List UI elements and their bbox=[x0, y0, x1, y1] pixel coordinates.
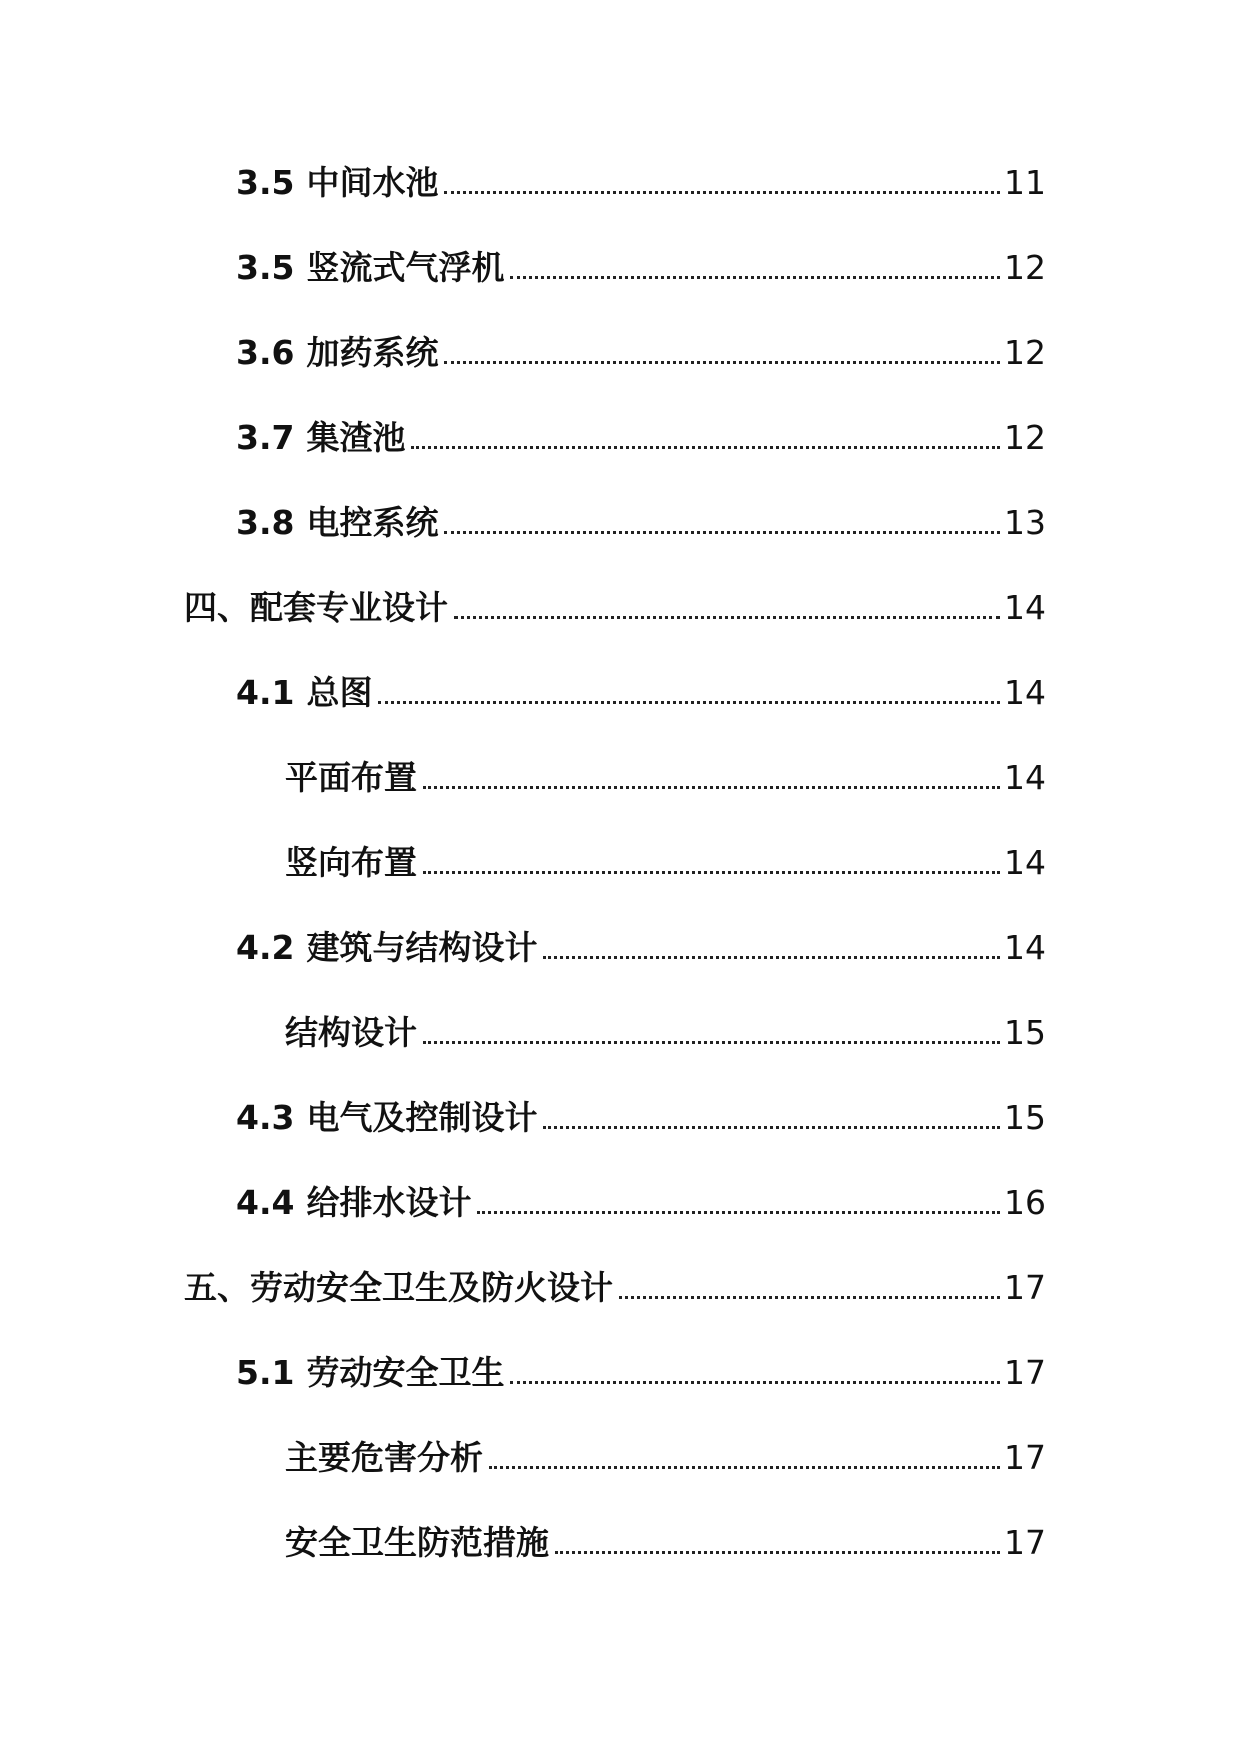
dot-leader bbox=[543, 1126, 1000, 1129]
toc-entry-hazard-analysis[interactable] bbox=[285, 1433, 1046, 1483]
toc-entry-text: 劳动安全卫生 bbox=[306, 1353, 505, 1392]
toc-entry-text: 加药系统 bbox=[306, 333, 439, 372]
toc-entry-page: 17 bbox=[1004, 1438, 1046, 1477]
toc-entry-4-4-water-supply-drainage[interactable] bbox=[236, 1178, 1046, 1228]
dot-leader bbox=[444, 191, 1000, 194]
dot-leader bbox=[489, 1466, 1000, 1469]
toc-entry-number: 5.1 bbox=[236, 1353, 295, 1392]
toc-entry-chapter-4[interactable] bbox=[184, 583, 1046, 633]
toc-entry-title bbox=[285, 838, 417, 888]
toc-entry-title bbox=[236, 1093, 537, 1143]
toc-entry-title bbox=[236, 328, 438, 378]
toc-entry-number: 3.5 bbox=[236, 248, 295, 287]
toc-entry-3-7-scum-tank[interactable] bbox=[236, 413, 1046, 463]
toc-entry-4-1-general-layout[interactable] bbox=[236, 668, 1046, 718]
toc-entry-page: 11 bbox=[1004, 163, 1046, 202]
toc-entry-plan-layout[interactable] bbox=[285, 753, 1046, 803]
toc-entry-3-5-intermediate-tank[interactable] bbox=[236, 158, 1046, 208]
dot-leader bbox=[411, 446, 1000, 449]
toc-entry-text: 安全卫生防范措施 bbox=[285, 1523, 549, 1562]
toc-entry-title bbox=[285, 1433, 483, 1483]
toc-entry-number: 3.8 bbox=[236, 503, 295, 542]
dot-leader bbox=[444, 531, 1000, 534]
dot-leader bbox=[423, 871, 1000, 874]
toc-entry-page: 12 bbox=[1004, 333, 1046, 372]
toc-entry-text: 五、劳动安全卫生及防火设计 bbox=[184, 1268, 613, 1307]
dot-leader bbox=[423, 1041, 1000, 1044]
toc-entry-text: 电气及控制设计 bbox=[306, 1098, 538, 1137]
toc-entry-text: 主要危害分析 bbox=[285, 1438, 483, 1477]
toc-entry-page: 17 bbox=[1004, 1523, 1046, 1562]
toc-entry-page: 15 bbox=[1004, 1098, 1046, 1137]
toc-entry-page: 17 bbox=[1004, 1353, 1046, 1392]
toc-entry-3-8-electrical-control[interactable] bbox=[236, 498, 1046, 548]
toc-entry-text: 建筑与结构设计 bbox=[306, 928, 538, 967]
toc-entry-page: 14 bbox=[1004, 758, 1046, 797]
toc-entry-chapter-5[interactable] bbox=[184, 1263, 1046, 1313]
toc-entry-number: 4.3 bbox=[236, 1098, 295, 1137]
toc-entry-title bbox=[236, 158, 438, 208]
toc-entry-number: 3.6 bbox=[236, 333, 295, 372]
toc-entry-number: 4.2 bbox=[236, 928, 295, 967]
toc-entry-page: 14 bbox=[1004, 843, 1046, 882]
dot-leader bbox=[477, 1211, 1000, 1214]
toc-entry-title bbox=[236, 413, 405, 463]
toc-entry-3-5-flotation-machine[interactable] bbox=[236, 243, 1046, 293]
toc-entry-page: 13 bbox=[1004, 503, 1046, 542]
dot-leader bbox=[454, 616, 1000, 619]
toc-entry-safety-measures[interactable] bbox=[285, 1518, 1046, 1568]
toc-entry-title bbox=[236, 923, 537, 973]
toc-entry-title bbox=[285, 753, 417, 803]
toc-entry-title bbox=[285, 1008, 417, 1058]
toc-entry-vertical-layout[interactable] bbox=[285, 838, 1046, 888]
toc-entry-title bbox=[236, 243, 504, 293]
toc-entry-page: 12 bbox=[1004, 248, 1046, 287]
dot-leader bbox=[444, 361, 1000, 364]
toc-entry-page: 16 bbox=[1004, 1183, 1046, 1222]
toc-entry-text: 电控系统 bbox=[306, 503, 439, 542]
toc-entry-title bbox=[236, 668, 372, 718]
toc-entry-title bbox=[285, 1518, 549, 1568]
toc-entry-number: 4.1 bbox=[236, 673, 295, 712]
toc-entry-title bbox=[236, 1348, 504, 1398]
toc-entry-number: 4.4 bbox=[236, 1183, 295, 1222]
toc-entry-5-1-labor-safety[interactable] bbox=[236, 1348, 1046, 1398]
toc-entry-structural-design[interactable] bbox=[285, 1008, 1046, 1058]
toc-entry-3-6-dosing-system[interactable] bbox=[236, 328, 1046, 378]
toc-entry-title bbox=[236, 1178, 471, 1228]
toc-entry-4-2-architecture-structure[interactable] bbox=[236, 923, 1046, 973]
dot-leader bbox=[619, 1296, 1000, 1299]
toc-entry-page: 14 bbox=[1004, 928, 1046, 967]
toc-entry-4-3-electrical-control-design[interactable] bbox=[236, 1093, 1046, 1143]
dot-leader bbox=[423, 786, 1000, 789]
toc-entry-text: 竖向布置 bbox=[285, 843, 417, 882]
toc-entry-text: 中间水池 bbox=[306, 163, 439, 202]
toc-entry-text: 给排水设计 bbox=[306, 1183, 472, 1222]
toc-entry-title bbox=[236, 498, 438, 548]
dot-leader bbox=[543, 956, 1000, 959]
toc-entry-number: 3.5 bbox=[236, 163, 295, 202]
toc-entry-page: 12 bbox=[1004, 418, 1046, 457]
toc-entry-text: 竖流式气浮机 bbox=[306, 248, 505, 287]
toc-entry-number: 3.7 bbox=[236, 418, 295, 457]
toc-entry-page: 15 bbox=[1004, 1013, 1046, 1052]
dot-leader bbox=[378, 701, 1000, 704]
toc-entry-page: 17 bbox=[1004, 1268, 1046, 1307]
toc-entry-title bbox=[184, 583, 448, 633]
toc-entry-text: 四、配套专业设计 bbox=[184, 588, 448, 627]
toc-entry-text: 总图 bbox=[306, 673, 373, 712]
toc-entry-text: 集渣池 bbox=[306, 418, 406, 457]
dot-leader bbox=[555, 1551, 1000, 1554]
toc-entry-text: 结构设计 bbox=[285, 1013, 417, 1052]
toc-entry-title bbox=[184, 1263, 613, 1313]
dot-leader bbox=[510, 276, 1000, 279]
dot-leader bbox=[510, 1381, 1000, 1384]
toc-entry-page: 14 bbox=[1004, 673, 1046, 712]
toc-entry-text: 平面布置 bbox=[285, 758, 417, 797]
toc-entry-page: 14 bbox=[1004, 588, 1046, 627]
